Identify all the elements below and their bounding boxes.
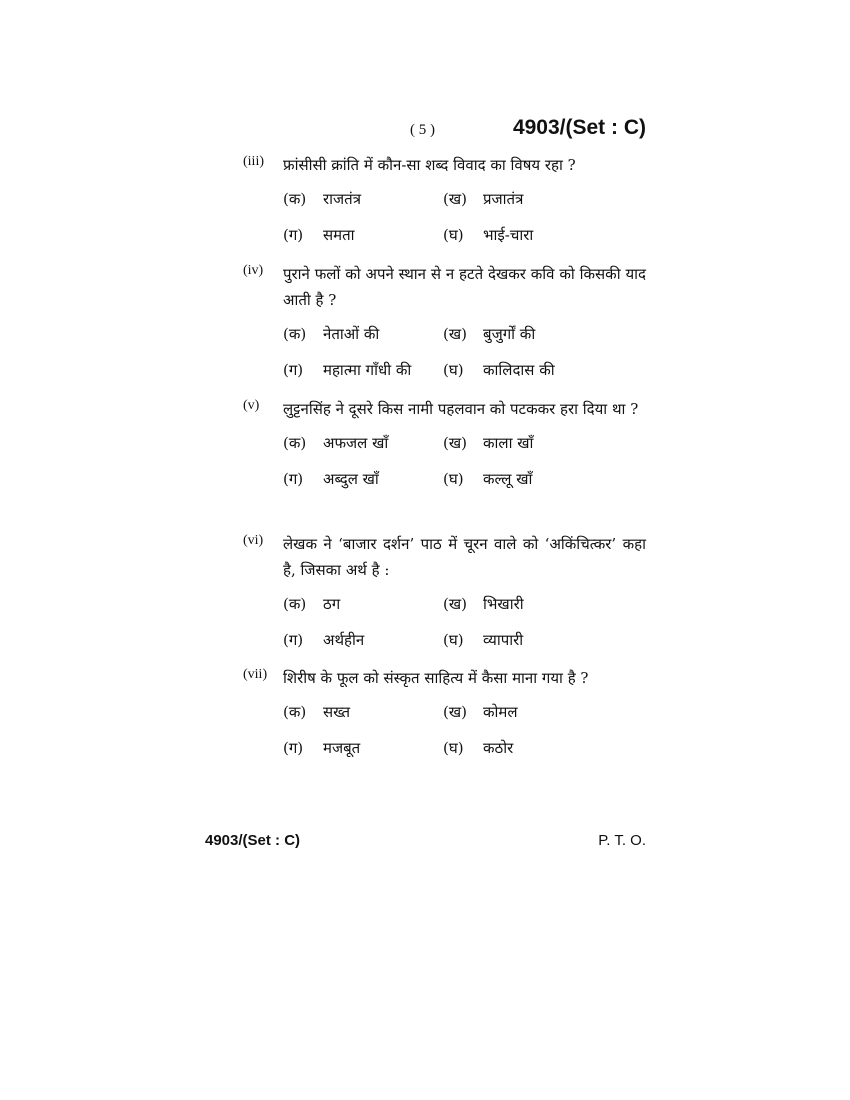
option-text: सख्त <box>323 703 351 721</box>
option-mark: (घ) <box>443 226 464 244</box>
option-text: राजतंत्र <box>323 190 361 208</box>
option-mark: (ख) <box>443 325 467 343</box>
question-number: (vi) <box>243 533 264 548</box>
option-text: नेताओं की <box>323 325 380 343</box>
options <box>283 591 646 653</box>
question-text: लुट्टनसिंह ने दूसरे किस नामी पहलवान को पटककर हरा दिया था ? <box>283 400 639 418</box>
question-v <box>243 396 646 492</box>
option-text: भाई-चारा <box>483 226 534 244</box>
option-ka <box>283 186 443 212</box>
option-mark: (घ) <box>443 470 464 488</box>
option-mark: (घ) <box>443 631 464 649</box>
footer-set-code: 4903/(Set : C) <box>205 832 301 849</box>
option-ka <box>283 591 443 617</box>
question-text: पुराने फलों को अपने स्थान से न हटते देखकर कवि को किसकी याद आती है ? <box>283 265 646 309</box>
question-number: (iv) <box>243 263 264 278</box>
option-gha <box>443 466 643 492</box>
option-text: कल्लू खाँ <box>483 470 533 488</box>
option-mark: (घ) <box>443 739 464 757</box>
option-ga <box>283 357 443 383</box>
options <box>283 186 646 248</box>
question-text: लेखक ने ‘बाजार दर्शन’ पाठ में चूरन वाले को ‘अकिंचित्कर’ कहा है, जिसका अर्थ है : <box>283 535 646 579</box>
question-vi <box>243 531 646 653</box>
option-text: प्रजातंत्र <box>483 190 524 208</box>
option-ka <box>283 321 443 347</box>
option-ka <box>283 699 443 725</box>
option-gha <box>443 627 643 653</box>
question-number: (vii) <box>243 667 268 682</box>
option-mark: (क) <box>283 190 307 208</box>
option-text: कोमल <box>483 703 518 721</box>
question-iii <box>243 152 646 248</box>
option-text: महात्मा गाँधी की <box>323 361 412 379</box>
option-kha <box>443 186 643 212</box>
option-mark: (ख) <box>443 595 467 613</box>
option-text: ठग <box>323 595 341 613</box>
option-mark: (ख) <box>443 190 467 208</box>
option-mark: (क) <box>283 325 307 343</box>
option-text: मजबूत <box>323 739 361 757</box>
option-kha <box>443 321 643 347</box>
option-text: अफजल खाँ <box>323 434 389 452</box>
option-text: व्यापारी <box>483 631 524 649</box>
option-text: भिखारी <box>483 595 524 613</box>
option-mark: (घ) <box>443 361 464 379</box>
option-mark: (ख) <box>443 703 467 721</box>
option-gha <box>443 735 643 761</box>
option-text: कठोर <box>483 739 514 757</box>
options <box>283 430 646 492</box>
option-text: अब्दुल खाँ <box>323 470 379 488</box>
question-number: (iii) <box>243 154 264 169</box>
question-iv <box>243 261 646 383</box>
page-number: ( 5 ) <box>410 122 435 138</box>
options <box>283 321 646 383</box>
option-mark: (क) <box>283 703 307 721</box>
option-ga <box>283 627 443 653</box>
option-kha <box>443 430 643 456</box>
option-mark: (ग) <box>283 739 304 757</box>
option-text: बुजुर्गों की <box>483 325 536 343</box>
pto-label: P. T. O. <box>598 832 646 849</box>
option-kha <box>443 699 643 725</box>
option-kha <box>443 591 643 617</box>
question-text: शिरीष के फूल को संस्कृत साहित्य में कैसा माना गया है ? <box>283 669 589 687</box>
set-code: 4903/(Set : C) <box>512 116 646 139</box>
option-ga <box>283 222 443 248</box>
option-mark: (क) <box>283 434 307 452</box>
option-text: अर्थहीन <box>323 631 365 649</box>
option-mark: (क) <box>283 595 307 613</box>
option-text: समता <box>323 226 355 244</box>
option-mark: (ग) <box>283 361 304 379</box>
option-mark: (ग) <box>283 226 304 244</box>
option-gha <box>443 357 643 383</box>
option-text: काला खाँ <box>483 434 534 452</box>
option-text: कालिदास की <box>483 361 555 379</box>
page-header <box>200 116 646 146</box>
option-mark: (ख) <box>443 434 467 452</box>
question-number: (v) <box>243 398 260 413</box>
option-ka <box>283 430 443 456</box>
option-mark: (ग) <box>283 470 304 488</box>
page-footer <box>205 832 646 854</box>
option-mark: (ग) <box>283 631 304 649</box>
option-ga <box>283 466 443 492</box>
option-ga <box>283 735 443 761</box>
question-text: फ्रांसीसी क्रांति में कौन-सा शब्द विवाद का विषय रहा ? <box>283 156 576 174</box>
option-gha <box>443 222 643 248</box>
options <box>283 699 646 761</box>
question-vii <box>243 665 646 761</box>
